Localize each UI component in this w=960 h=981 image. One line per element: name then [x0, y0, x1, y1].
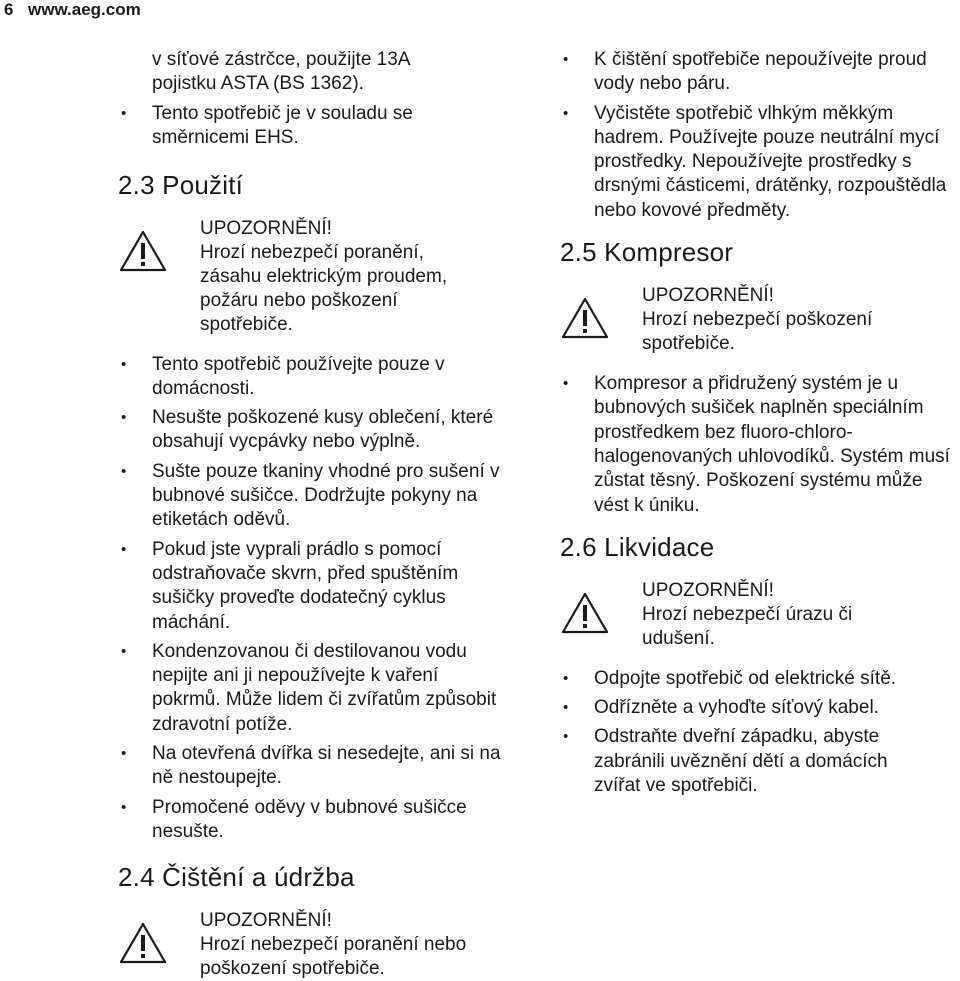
warning-title: UPOZORNĚNÍ!: [200, 910, 332, 932]
warning-text: Hrozí nebezpečí poškození spotřebiče.: [642, 309, 873, 355]
warning-title: UPOZORNĚNÍ!: [642, 285, 774, 307]
warning-triangle-icon: [560, 296, 610, 340]
right-column: [560, 48, 956, 803]
section-heading: 2.4 Čištění a údržba: [118, 862, 355, 893]
warning-triangle-icon: [118, 229, 168, 273]
warning-block: [560, 284, 956, 356]
list-item: • Sušte pouze tkaniny vhodné pro sušení v bubnové sušičce. Dodržujte pokyny na etiketách oděvů.: [121, 460, 500, 531]
intro-line: v síťové zástrčce, použijte 13A: [152, 49, 411, 70]
list-item: • Vyčistěte spotřebič vlhkým měkkým hadrem. Používejte pouze neutrální mycí prostředky. Nepoužívejte prostředky s drsnými částicemi, drátěnky, rozpouštědla nebo kovové předměty.: [563, 102, 947, 221]
warning-triangle-icon: [560, 591, 610, 635]
list-item: • Promočené oděvy v bubnové sušičce nesušte.: [121, 796, 467, 842]
warning-text: Hrozí nebezpečí úrazu či udušení.: [642, 603, 853, 649]
list-item: • Na otevřená dvířka si nesedejte, ani si na ně nestoupejte.: [121, 743, 501, 789]
list-item: • Kompresor a přidružený systém je u bubnových sušiček naplněn speciálním prostředkem bez fluoro-chloro- halogenovaných uhlovodíků. Systém musí zůstat těsný. Poškození systému může vést k úniku.: [563, 373, 950, 516]
site-url: www.aeg.com: [28, 0, 141, 19]
list-item: • Odřízněte a vyhoďte síťový kabel.: [563, 697, 879, 719]
list-item: • Tento spotřebič je v souladu se směrnicemi EHS.: [121, 103, 413, 149]
list-item: • Odpojte spotřebič od elektrické sítě.: [563, 667, 897, 689]
warning-triangle-icon: [118, 921, 168, 965]
warning-text: Hrozí nebezpečí poranění, zásahu elektrickým proudem, požáru nebo poškození spotřebiče.: [200, 241, 448, 335]
intro-line: pojistku ASTA (BS 1362).: [152, 73, 364, 94]
list-item: • K čištění spotřebiče nepoužívejte proud vody nebo páru.: [563, 49, 927, 95]
section-heading: 2.3 Použití: [118, 169, 244, 200]
warning-block: [560, 579, 956, 651]
list-item: • Odstraňte dveřní západku, abyste zabránili uvěznění dětí a domácích zvířat ve spotřebiči.: [563, 726, 888, 797]
page-number: 6: [4, 0, 14, 19]
warning-title: UPOZORNĚNÍ!: [200, 217, 332, 239]
section-heading: 2.5 Kompresor: [560, 237, 734, 268]
left-column: [118, 48, 528, 981]
list-item: • Kondenzovanou či destilovanou vodu nepijte ani ji nepoužívejte k vaření pokrmů. Může lidem či zvířatům způsobit zdravotní potíže.: [121, 640, 497, 735]
warning-text: Hrozí nebezpečí poranění nebo poškození spotřebiče.: [200, 934, 467, 980]
warning-block: [118, 217, 610, 337]
list-item: • Tento spotřebič používejte pouze v domácnosti.: [121, 353, 445, 399]
list-item: • Pokud jste vyprali prádlo s pomocí odstraňovače skvrn, před spuštěním sušičky proveďte dodatečný cyklus máchání.: [121, 538, 459, 633]
section-heading: 2.6 Likvidace: [560, 531, 715, 562]
list-item: • Nesušte poškozené kusy oblečení, které obsahují vycpávky nebo výplně.: [121, 407, 494, 453]
warning-block: [118, 909, 610, 981]
warning-title: UPOZORNĚNÍ!: [642, 579, 774, 601]
